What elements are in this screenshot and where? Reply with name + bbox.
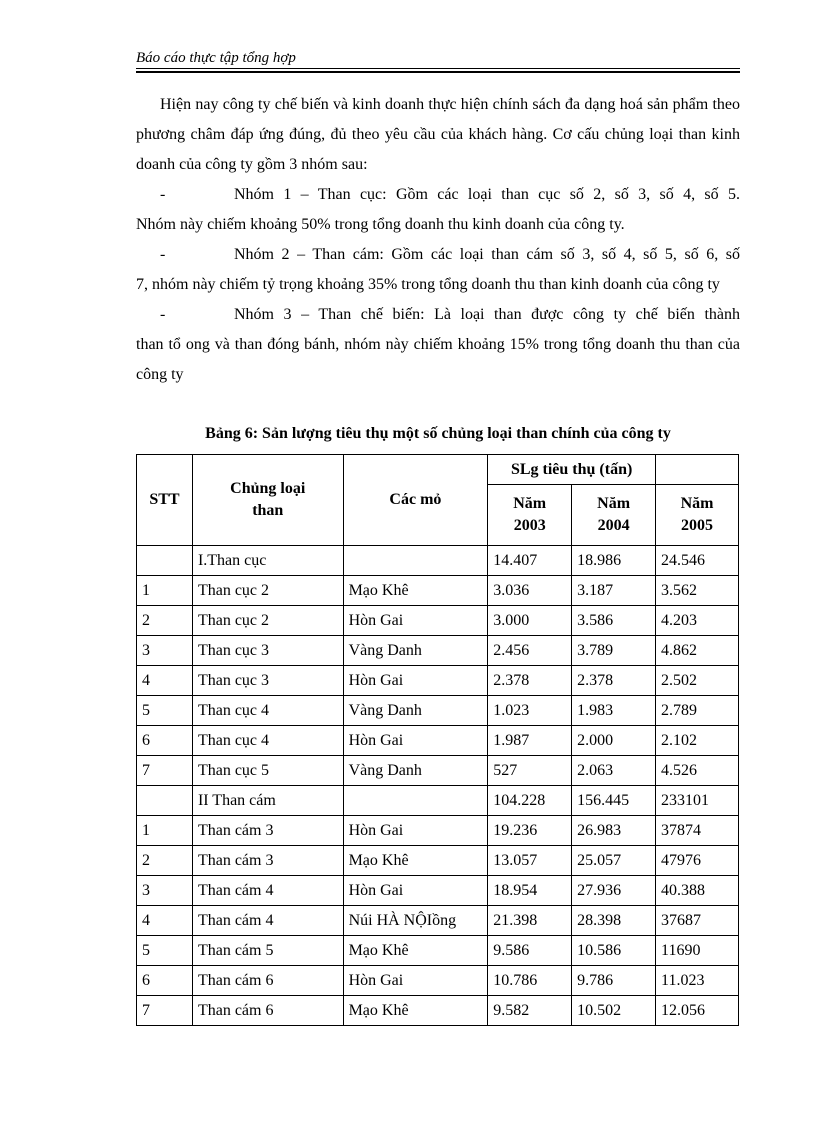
cell-2003: 9.586 xyxy=(488,936,572,966)
cell-coal-type: Than cục 5 xyxy=(192,756,343,786)
cell-2003: 14.407 xyxy=(488,546,572,576)
cell-stt: 4 xyxy=(137,666,193,696)
cell-mine xyxy=(343,546,488,576)
table-row xyxy=(137,816,739,846)
cell-coal-type: Than cám 4 xyxy=(192,906,343,936)
table-row xyxy=(137,666,739,696)
cell-2005: 2.789 xyxy=(656,696,739,726)
cell-2004: 3.586 xyxy=(572,606,656,636)
header-rule-thin xyxy=(136,68,740,69)
group-list xyxy=(136,180,740,390)
cell-2004: 9.786 xyxy=(572,966,656,996)
cell-coal-type: Than cám 6 xyxy=(192,966,343,996)
cell-2004: 2.378 xyxy=(572,666,656,696)
cell-2003: 104.228 xyxy=(488,786,572,816)
cell-stt xyxy=(137,786,193,816)
group-first-line: Nhóm 3 – Than chế biến: Là loại than được công ty chế biến thành xyxy=(234,306,740,323)
table-row xyxy=(137,636,739,666)
cell-2005: 3.562 xyxy=(656,576,739,606)
cell-2004: 25.057 xyxy=(572,846,656,876)
cell-2003: 2.378 xyxy=(488,666,572,696)
cell-mine: Núi HÀ NỘIồng xyxy=(343,906,488,936)
cell-2004: 27.936 xyxy=(572,876,656,906)
cell-2005: 4.203 xyxy=(656,606,739,636)
group-item xyxy=(136,180,740,240)
cell-coal-type: Than cám 4 xyxy=(192,876,343,906)
header-year-2005 xyxy=(656,485,739,546)
cell-2005: 47976 xyxy=(656,846,739,876)
cell-coal-type: Than cám 6 xyxy=(192,996,343,1026)
year-label: Năm xyxy=(597,495,631,512)
cell-2004: 3.187 xyxy=(572,576,656,606)
cell-2005: 37687 xyxy=(656,906,739,936)
cell-stt: 1 xyxy=(137,816,193,846)
cell-2003: 19.236 xyxy=(488,816,572,846)
cell-2004: 2.063 xyxy=(572,756,656,786)
cell-2003: 1.987 xyxy=(488,726,572,756)
year-label: Năm xyxy=(680,495,714,512)
cell-stt: 2 xyxy=(137,606,193,636)
cell-stt: 5 xyxy=(137,936,193,966)
cell-mine: Hòn Gai xyxy=(343,726,488,756)
cell-2004: 2.000 xyxy=(572,726,656,756)
cell-2005: 12.056 xyxy=(656,996,739,1026)
year-value: 2004 xyxy=(597,517,630,534)
cell-2003: 2.456 xyxy=(488,636,572,666)
table-title: Bảng 6: Sản lượng tiêu thụ một số chủng loại than chính của công ty xyxy=(205,425,671,442)
cell-2003: 1.023 xyxy=(488,696,572,726)
cell-2004: 10.502 xyxy=(572,996,656,1026)
cell-stt: 4 xyxy=(137,906,193,936)
header-year-2004 xyxy=(572,485,656,546)
cell-stt: 7 xyxy=(137,756,193,786)
cell-coal-type: Than cám 5 xyxy=(192,936,343,966)
bullet-dash: - xyxy=(160,186,166,203)
table-row xyxy=(137,786,739,816)
group-continuation: than tổ ong và than đóng bánh, nhóm này chiếm khoảng 15% trong tổng doanh thu than của công ty xyxy=(136,336,740,383)
cell-2005: 24.546 xyxy=(656,546,739,576)
cell-2004: 10.586 xyxy=(572,936,656,966)
cell-stt: 7 xyxy=(137,996,193,1026)
year-value: 2005 xyxy=(681,517,714,534)
cell-stt: 3 xyxy=(137,876,193,906)
group-item xyxy=(136,240,740,300)
table-row xyxy=(137,876,739,906)
cell-mine: Mạo Khê xyxy=(343,936,488,966)
table-row xyxy=(137,606,739,636)
table-row xyxy=(137,726,739,756)
cell-mine: Hòn Gai xyxy=(343,876,488,906)
cell-coal-type: Than cục 4 xyxy=(192,696,343,726)
group-item xyxy=(136,300,740,390)
table-row xyxy=(137,546,739,576)
cell-2004: 18.986 xyxy=(572,546,656,576)
header-volume: SLg tiêu thụ (tấn) xyxy=(488,455,656,485)
cell-stt: 2 xyxy=(137,846,193,876)
cell-coal-type: Than cám 3 xyxy=(192,816,343,846)
cell-coal-type: Than cục 2 xyxy=(192,576,343,606)
cell-2005: 2.502 xyxy=(656,666,739,696)
year-label: Năm xyxy=(513,495,547,512)
cell-2005: 37874 xyxy=(656,816,739,846)
cell-mine: Vàng Danh xyxy=(343,756,488,786)
table-row xyxy=(137,846,739,876)
cell-stt: 3 xyxy=(137,636,193,666)
header-mines: Các mỏ xyxy=(343,455,488,546)
cell-2005: 4.526 xyxy=(656,756,739,786)
cell-stt: 5 xyxy=(137,696,193,726)
header-stt: STT xyxy=(137,455,193,546)
header-rule-thick xyxy=(136,71,740,73)
cell-2005: 2.102 xyxy=(656,726,739,756)
cell-stt: 1 xyxy=(137,576,193,606)
cell-2004: 3.789 xyxy=(572,636,656,666)
page-header: Báo cáo thực tập tổng hợp xyxy=(136,50,296,66)
header-blank xyxy=(656,455,739,485)
cell-2003: 527 xyxy=(488,756,572,786)
cell-coal-type: II Than cám xyxy=(192,786,343,816)
cell-mine: Mạo Khê xyxy=(343,846,488,876)
cell-2003: 10.786 xyxy=(488,966,572,996)
header-coal-type xyxy=(192,455,343,546)
cell-2005: 11.023 xyxy=(656,966,739,996)
cell-mine: Vàng Danh xyxy=(343,696,488,726)
cell-2004: 156.445 xyxy=(572,786,656,816)
cell-stt: 6 xyxy=(137,966,193,996)
cell-stt: 6 xyxy=(137,726,193,756)
cell-2004: 1.983 xyxy=(572,696,656,726)
cell-2004: 28.398 xyxy=(572,906,656,936)
cell-2003: 13.057 xyxy=(488,846,572,876)
cell-mine: Hòn Gai xyxy=(343,966,488,996)
cell-coal-type: I.Than cục xyxy=(192,546,343,576)
group-first-line: Nhóm 2 – Than cám: Gồm các loại than cám số 3, số 4, số 5, số 6, số xyxy=(234,246,740,263)
cell-mine: Vàng Danh xyxy=(343,636,488,666)
cell-2003: 9.582 xyxy=(488,996,572,1026)
bullet-dash: - xyxy=(160,306,166,323)
group-continuation: Nhóm này chiếm khoảng 50% trong tổng doanh thu kinh doanh của công ty. xyxy=(136,216,625,233)
cell-coal-type: Than cám 3 xyxy=(192,846,343,876)
cell-coal-type: Than cục 2 xyxy=(192,606,343,636)
header-coal-type-line1: Chủng loại xyxy=(230,480,306,497)
cell-2003: 3.036 xyxy=(488,576,572,606)
cell-mine: Hòn Gai xyxy=(343,666,488,696)
cell-2005: 40.388 xyxy=(656,876,739,906)
group-continuation: 7, nhóm này chiếm tỷ trọng khoảng 35% trong tổng doanh thu than kinh doanh của công ty xyxy=(136,276,720,293)
cell-2005: 11690 xyxy=(656,936,739,966)
table-row xyxy=(137,576,739,606)
cell-2003: 3.000 xyxy=(488,606,572,636)
cell-2003: 21.398 xyxy=(488,906,572,936)
cell-mine xyxy=(343,786,488,816)
body-text xyxy=(136,90,740,390)
cell-2005: 233101 xyxy=(656,786,739,816)
cell-mine: Mạo Khê xyxy=(343,996,488,1026)
header-coal-type-line2: than xyxy=(252,502,284,519)
cell-2005: 4.862 xyxy=(656,636,739,666)
bullet-dash: - xyxy=(160,246,166,263)
table-row xyxy=(137,756,739,786)
table-row xyxy=(137,996,739,1026)
sales-volume-table xyxy=(136,454,739,1026)
cell-2004: 26.983 xyxy=(572,816,656,846)
cell-mine: Hòn Gai xyxy=(343,816,488,846)
header-year-2003 xyxy=(488,485,572,546)
table-row xyxy=(137,936,739,966)
table-row xyxy=(137,966,739,996)
cell-mine: Mạo Khê xyxy=(343,576,488,606)
table-row xyxy=(137,696,739,726)
cell-coal-type: Than cục 3 xyxy=(192,636,343,666)
table-row xyxy=(137,906,739,936)
cell-coal-type: Than cục 4 xyxy=(192,726,343,756)
intro-paragraph: Hiện nay công ty chế biến và kinh doanh thực hiện chính sách đa dạng hoá sản phẩm theo phương châm đáp ứng đúng, đủ theo yêu cầu của khách hàng. Cơ cấu chủng loại than kinh doanh của công ty gồm 3 nhóm sau: xyxy=(136,96,740,173)
cell-mine: Hòn Gai xyxy=(343,606,488,636)
cell-2003: 18.954 xyxy=(488,876,572,906)
table-body xyxy=(137,546,739,1026)
cell-stt xyxy=(137,546,193,576)
year-value: 2003 xyxy=(513,517,546,534)
group-first-line: Nhóm 1 – Than cục: Gồm các loại than cục số 2, số 3, số 4, số 5. xyxy=(234,186,740,203)
cell-coal-type: Than cục 3 xyxy=(192,666,343,696)
